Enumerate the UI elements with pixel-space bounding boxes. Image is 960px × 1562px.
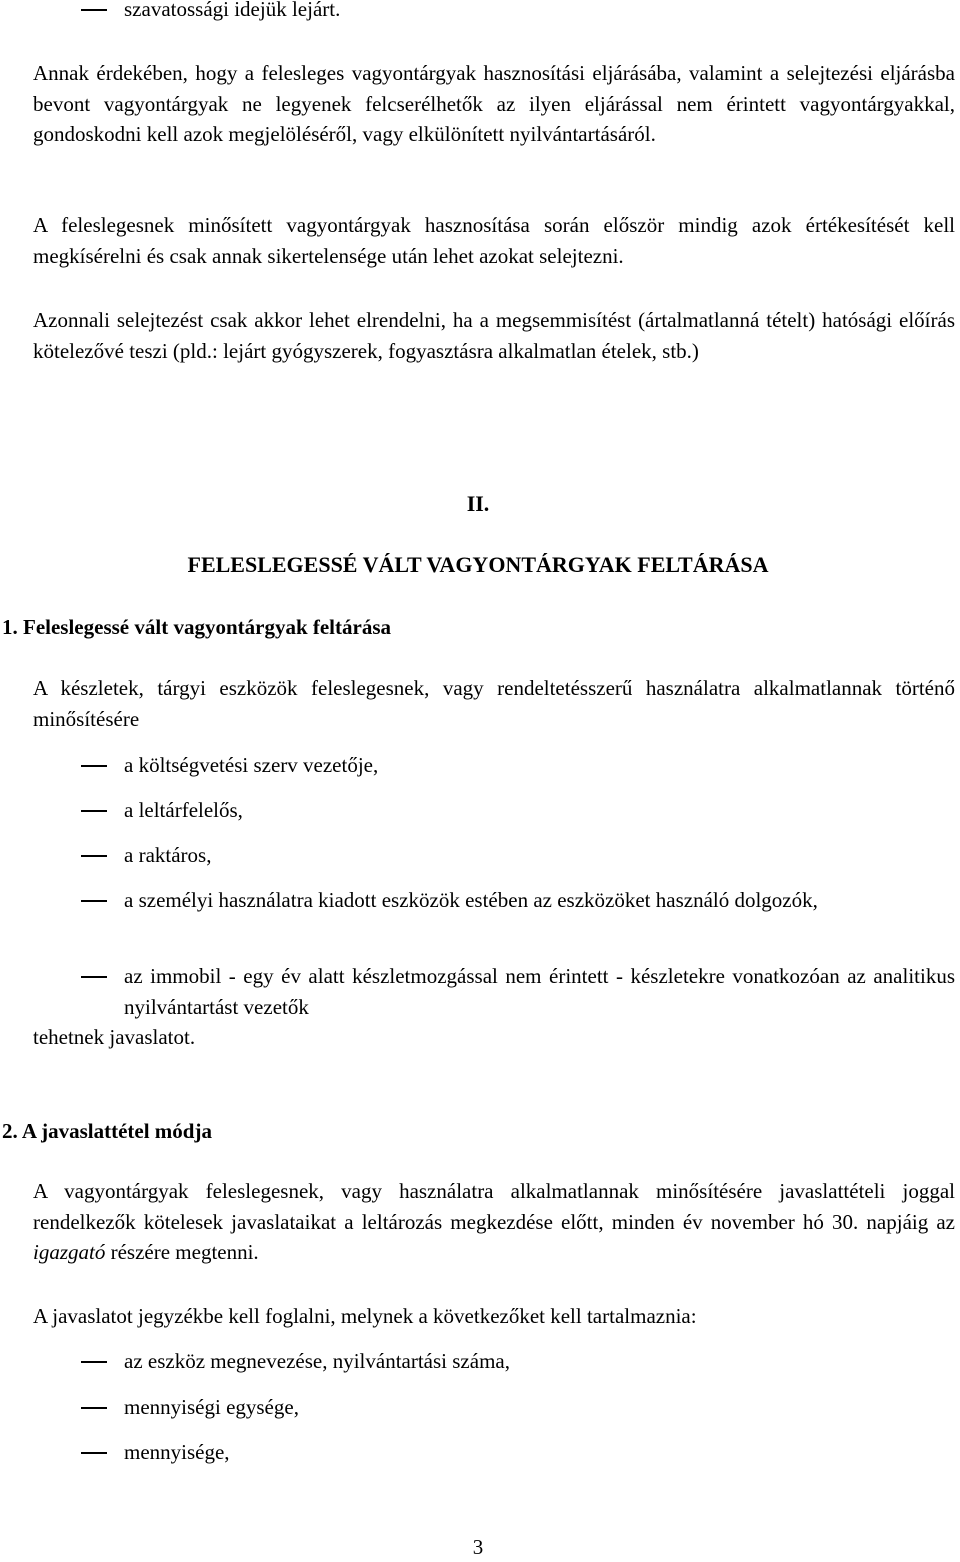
dash-bullet	[81, 855, 107, 857]
list-item	[81, 1346, 955, 1377]
paragraph-text: részére megtenni.	[105, 1240, 259, 1265]
page-number: 3	[472, 1535, 484, 1559]
chapter-number: II.	[466, 491, 490, 516]
paragraph: Annak érdekében, hogy a felesleges vagyontárgyak hasznosítási eljárásába, valamint a selejtezési eljárásba bevont vagyontárgyak ne legyenek felcserélhetők az ilyen eljárással nem érintett vagyontárgyakkal, gondoskodni kell azok megjelöléséről, vagy elkülönített nyilvántartásáról.	[33, 61, 955, 147]
paragraph: tehetnek javaslatot.	[33, 1025, 196, 1049]
dash-bullet	[81, 900, 107, 902]
paragraph	[33, 1176, 955, 1268]
list-item	[81, 961, 955, 1022]
list-item-text: mennyisége,	[124, 1440, 230, 1464]
chapter-title: FELESLEGESSÉ VÁLT VAGYONTÁRGYAK FELTÁRÁSA	[187, 552, 769, 577]
dash-bullet	[81, 976, 107, 978]
paragraph: A javaslatot jegyzékbe kell foglalni, melynek a következőket kell tartalmaznia:	[33, 1304, 697, 1328]
list-item-text: a leltárfelelős,	[124, 798, 243, 822]
list-item	[81, 1437, 955, 1468]
list-item-text: a raktáros,	[124, 843, 212, 867]
list-item	[81, 840, 955, 871]
paragraph-text: A vagyontárgyak feleslegesnek, vagy használatra alkalmatlannak minősítésére javaslattételi joggal rendelkezők kötelesek javaslataikat a leltározás megkezdése előtt, minden év november hó 30. napjáig az	[33, 1179, 955, 1234]
section-heading: 2. A javaslattétel módja	[2, 1119, 212, 1143]
list-item	[81, 795, 955, 826]
list-item	[81, 0, 955, 25]
section-heading: 1. Feleslegessé vált vagyontárgyak feltárása	[2, 615, 392, 639]
paragraph: A feleslegesnek minősített vagyontárgyak hasznosítása során először mindig azok értékesítését kell megkísérelni és csak annak sikertelensége után lehet azokat selejtezni.	[33, 213, 955, 268]
paragraph: A készletek, tárgyi eszközök feleslegesnek, vagy rendeltetésszerű használatra alkalmatlannak történő minősítésére	[33, 676, 955, 731]
list-item-text: szavatossági idejük lejárt.	[124, 0, 341, 21]
dash-bullet	[81, 810, 107, 812]
list-item-text: a költségvetési szerv vezetője,	[124, 753, 379, 777]
list-item-text: az eszköz megnevezése, nyilvántartási száma,	[124, 1349, 510, 1373]
dash-bullet	[81, 1407, 107, 1409]
italic-term: igazgató	[33, 1240, 106, 1265]
list-item-text: a személyi használatra kiadott eszközök estében az eszközöket használó dolgozók,	[124, 888, 818, 912]
dash-bullet	[81, 9, 107, 11]
list-item-text: mennyiségi egysége,	[124, 1395, 299, 1419]
paragraph: Azonnali selejtezést csak akkor lehet elrendelni, ha a megsemmisítést (ártalmatlanná tételt) hatósági előírás kötelezővé teszi (pld.: lejárt gyógyszerek, fogyasztásra alkalmatlan ételek, stb.)	[33, 308, 955, 363]
dash-bullet	[81, 1361, 107, 1363]
dash-bullet	[81, 765, 107, 767]
list-item-text: az immobil - egy év alatt készletmozgással nem érintett - készletekre vonatkozóan az analitikus nyilvántartást vezetők	[124, 964, 955, 1019]
list-item	[81, 1392, 955, 1423]
list-item	[81, 750, 955, 781]
list-item	[81, 885, 955, 916]
dash-bullet	[81, 1452, 107, 1454]
